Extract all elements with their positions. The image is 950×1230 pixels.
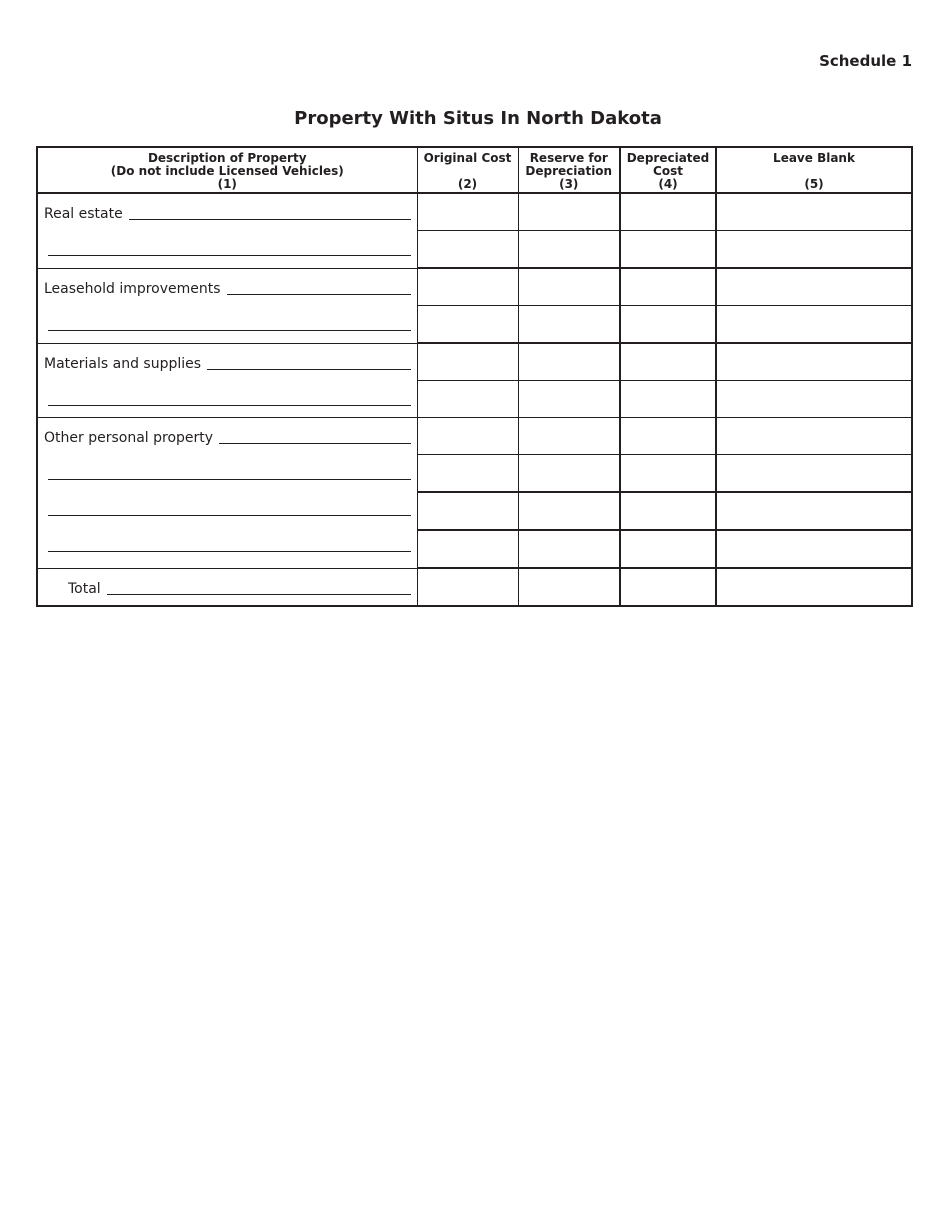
property-table bbox=[36, 146, 913, 607]
col-reserve-header bbox=[518, 147, 620, 193]
depreciated-cell[interactable] bbox=[620, 306, 716, 344]
col-1-number: (1) bbox=[217, 177, 237, 191]
underline bbox=[48, 550, 411, 552]
header-row bbox=[37, 147, 912, 193]
total-original-cost-cell[interactable] bbox=[417, 568, 518, 606]
leave-blank-cell bbox=[716, 381, 912, 418]
other-label: Other personal property bbox=[44, 430, 214, 446]
underline bbox=[48, 254, 411, 256]
total-row bbox=[37, 568, 912, 606]
reserve-cell[interactable] bbox=[518, 455, 620, 493]
reserve-cell[interactable] bbox=[518, 268, 620, 306]
underline bbox=[48, 329, 411, 331]
real-estate-label: Real estate bbox=[44, 206, 123, 222]
depreciated-cell[interactable] bbox=[620, 492, 716, 530]
col-3-line-2: Depreciation bbox=[525, 164, 613, 178]
total-reserve-cell[interactable] bbox=[518, 568, 620, 606]
materials-label: Materials and supplies bbox=[44, 355, 202, 372]
blank-line[interactable] bbox=[44, 230, 411, 266]
reserve-cell[interactable] bbox=[518, 306, 620, 344]
schedule-label: Schedule 1 bbox=[819, 52, 912, 70]
original-cost-cell[interactable] bbox=[417, 343, 518, 381]
leasehold-desc bbox=[37, 268, 417, 343]
total-desc bbox=[37, 568, 417, 606]
depreciated-cell[interactable] bbox=[620, 193, 716, 231]
depreciated-cell[interactable] bbox=[620, 343, 716, 381]
blank-line[interactable] bbox=[44, 490, 411, 526]
col-5-number: (5) bbox=[804, 177, 824, 191]
col-1-line-2: (Do not include Licensed Vehicles) bbox=[110, 164, 344, 178]
col-5-line-1: Leave Blank bbox=[773, 151, 855, 165]
col-description-header bbox=[37, 147, 417, 193]
table-row bbox=[37, 193, 912, 231]
depreciated-cell[interactable] bbox=[620, 530, 716, 568]
leave-blank-cell bbox=[716, 455, 912, 493]
other-line[interactable] bbox=[44, 418, 411, 454]
real-estate-line[interactable] bbox=[44, 194, 411, 230]
original-cost-cell[interactable] bbox=[417, 418, 518, 455]
original-cost-cell[interactable] bbox=[417, 381, 518, 418]
blank-line[interactable] bbox=[44, 380, 411, 416]
blank-line[interactable] bbox=[44, 526, 411, 562]
blank-line[interactable] bbox=[44, 305, 411, 341]
original-cost-cell[interactable] bbox=[417, 231, 518, 269]
col-2-line-1: Original Cost bbox=[423, 151, 512, 165]
blank-line[interactable] bbox=[44, 454, 411, 490]
total-depreciated-cell[interactable] bbox=[620, 568, 716, 606]
reserve-cell[interactable] bbox=[518, 381, 620, 418]
col-4-number: (4) bbox=[658, 177, 678, 191]
leasehold-label: Leasehold improvements bbox=[44, 280, 221, 297]
original-cost-cell[interactable] bbox=[417, 193, 518, 231]
col-2-number: (2) bbox=[457, 177, 478, 191]
underline bbox=[48, 478, 411, 480]
reserve-cell[interactable] bbox=[518, 530, 620, 568]
underline bbox=[48, 404, 411, 406]
reserve-cell[interactable] bbox=[518, 492, 620, 530]
leave-blank-cell bbox=[716, 193, 912, 231]
depreciated-cell[interactable] bbox=[620, 418, 716, 455]
reserve-cell[interactable] bbox=[518, 231, 620, 269]
depreciated-cell[interactable] bbox=[620, 381, 716, 418]
depreciated-cell[interactable] bbox=[620, 268, 716, 306]
real-estate-desc bbox=[37, 193, 417, 268]
table-row bbox=[37, 268, 912, 306]
col-depreciated-header bbox=[620, 147, 716, 193]
leave-blank-cell bbox=[716, 231, 912, 269]
other-underline bbox=[219, 442, 410, 444]
leasehold-underline bbox=[227, 293, 411, 295]
underline bbox=[48, 514, 411, 516]
table-row bbox=[37, 418, 912, 455]
original-cost-cell[interactable] bbox=[417, 268, 518, 306]
leave-blank-cell bbox=[716, 530, 912, 568]
col-4-line-2: Cost bbox=[653, 164, 683, 178]
col-3-line-1: Reserve for bbox=[529, 151, 608, 165]
leave-blank-cell bbox=[716, 268, 912, 306]
col-leave-blank-header bbox=[716, 147, 912, 193]
leave-blank-cell bbox=[716, 306, 912, 344]
total-line[interactable] bbox=[44, 569, 411, 605]
col-original-cost-header bbox=[417, 147, 518, 193]
real-estate-underline bbox=[129, 218, 411, 220]
table-row bbox=[37, 343, 912, 381]
reserve-cell[interactable] bbox=[518, 418, 620, 455]
other-desc bbox=[37, 418, 417, 569]
reserve-cell[interactable] bbox=[518, 193, 620, 231]
depreciated-cell[interactable] bbox=[620, 455, 716, 493]
original-cost-cell[interactable] bbox=[417, 530, 518, 568]
materials-underline bbox=[207, 368, 410, 370]
original-cost-cell[interactable] bbox=[417, 306, 518, 344]
leave-blank-cell bbox=[716, 492, 912, 530]
col-4-line-1: Depreciated bbox=[626, 151, 710, 165]
materials-line[interactable] bbox=[44, 344, 411, 380]
original-cost-cell[interactable] bbox=[417, 492, 518, 530]
col-1-line-1: Description of Property bbox=[147, 151, 307, 165]
depreciated-cell[interactable] bbox=[620, 231, 716, 269]
page-title: Property With Situs In North Dakota bbox=[294, 108, 662, 129]
total-label: Total bbox=[68, 580, 101, 597]
total-leave-blank-cell bbox=[716, 568, 912, 606]
leasehold-line[interactable] bbox=[44, 269, 411, 305]
total-underline bbox=[107, 593, 411, 595]
leave-blank-cell bbox=[716, 343, 912, 381]
original-cost-cell[interactable] bbox=[417, 455, 518, 493]
reserve-cell[interactable] bbox=[518, 343, 620, 381]
leave-blank-cell bbox=[716, 418, 912, 455]
col-3-number: (3) bbox=[559, 177, 579, 191]
materials-desc bbox=[37, 343, 417, 418]
